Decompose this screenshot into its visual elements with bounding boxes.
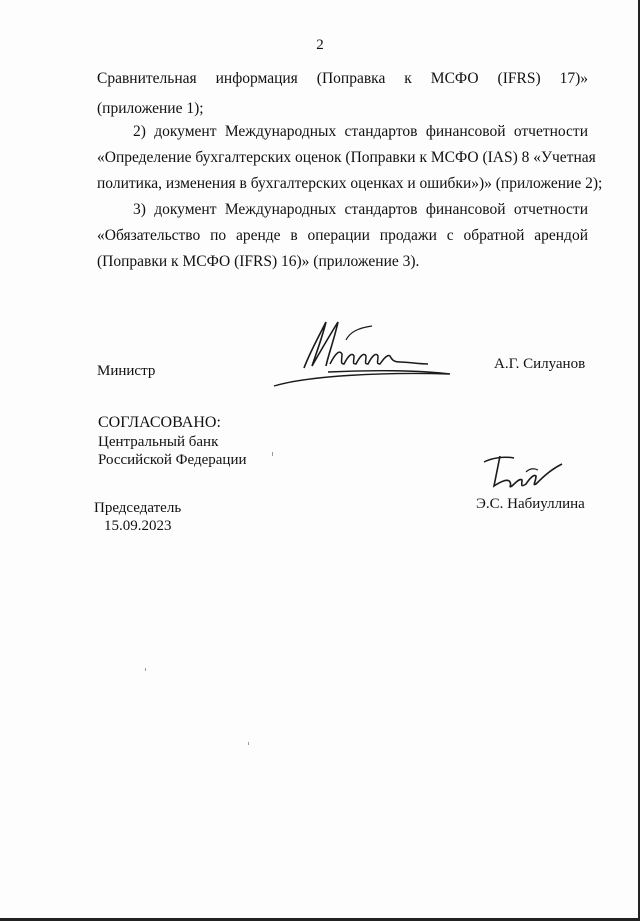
body-line-4: «Определение бухгалтерских оценок (Поправки к МСФО (IAS) 8 «Учетная [97,149,596,166]
chair-signature-icon [478,448,568,496]
body-line-5: политика, изменения в бухгалтерских оценках и ошибки»)» (приложение 2); [97,175,603,192]
agreed-label: СОГЛАСОВАНО: [98,414,221,431]
body-line-7: «Обязательство по аренде в операции продажи с обратной арендой [97,227,588,244]
chair-date: 15.09.2023 [104,518,172,534]
body-line-6: 3) документ Международных стандартов финансовой отчетности [133,201,588,218]
minister-name: А.Г. Силуанов [494,356,586,372]
chair-title: Председатель [94,500,182,516]
scan-speck [272,452,273,456]
minister-signature-icon [268,312,458,390]
body-line-2: (приложение 1); [97,100,204,117]
minister-title: Министр [97,363,156,379]
body-line-3: 2) документ Международных стандартов финансовой отчетности [133,123,588,140]
body-line-8: (Поправки к МСФО (IFRS) 16)» (приложение 3). [97,253,420,270]
body-line-1: Сравнительная информация (Поправка к МСФО (IFRS) 17)» [97,70,588,87]
chair-name: Э.С. Набиуллина [476,496,585,512]
scan-speck [145,668,146,671]
bank-line-1: Центральный банк [98,434,219,450]
scan-speck [248,742,249,745]
page-number: 2 [316,37,324,53]
bank-line-2: Российской Федерации [98,452,247,468]
